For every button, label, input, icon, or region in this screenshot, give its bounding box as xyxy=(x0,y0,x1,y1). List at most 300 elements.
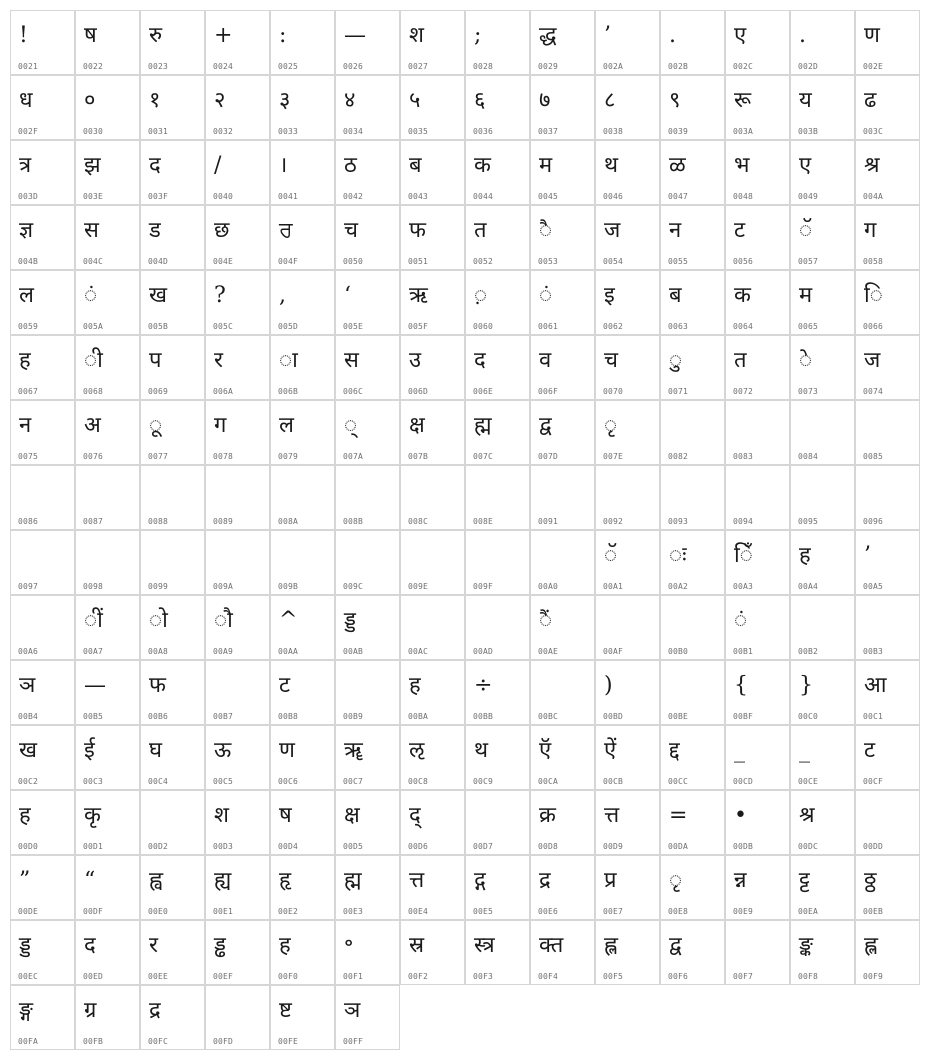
glyph-cell xyxy=(595,400,660,465)
glyph-cell xyxy=(465,10,530,75)
glyph-cell xyxy=(205,465,270,530)
glyph-cell xyxy=(660,855,725,920)
glyph-cell xyxy=(855,660,920,725)
glyph-cell xyxy=(660,75,725,140)
glyph-cell xyxy=(790,10,855,75)
glyph-character: द्द xyxy=(669,738,680,763)
glyph-character: ३ xyxy=(279,88,291,113)
glyph-cell xyxy=(205,270,270,335)
glyph-cell xyxy=(75,140,140,205)
glyph-code-label: 00F9 xyxy=(863,972,884,981)
glyph-cell xyxy=(335,985,400,1050)
glyph-character: य xyxy=(799,88,812,113)
glyph-character: द्ध xyxy=(539,23,557,48)
glyph-character: } xyxy=(799,673,813,698)
glyph-cell xyxy=(400,920,465,985)
glyph-cell xyxy=(335,270,400,335)
glyph-character: त xyxy=(474,218,487,243)
glyph-character: ट xyxy=(864,738,876,763)
glyph-code-label: 007C xyxy=(473,452,494,461)
glyph-character: ह्व xyxy=(149,868,163,893)
glyph-cell xyxy=(855,75,920,140)
glyph-character: ट xyxy=(734,218,746,243)
glyph-character: ै xyxy=(539,218,553,243)
glyph-cell xyxy=(205,400,270,465)
glyph-character: प xyxy=(149,348,162,373)
glyph-code-label: 00C5 xyxy=(213,777,234,786)
glyph-code-label: 00D8 xyxy=(538,842,559,851)
glyph-code-label: 007B xyxy=(408,452,429,461)
glyph-cell xyxy=(270,10,335,75)
glyph-cell xyxy=(270,985,335,1050)
glyph-code-label: 0029 xyxy=(538,62,559,71)
glyph-code-label: 004D xyxy=(148,257,169,266)
glyph-code-label: 009A xyxy=(213,582,234,591)
glyph-cell xyxy=(725,140,790,205)
glyph-code-label: 0095 xyxy=(798,517,819,526)
glyph-cell xyxy=(790,855,855,920)
glyph-code-label: 0052 xyxy=(473,257,494,266)
glyph-cell xyxy=(75,595,140,660)
glyph-cell xyxy=(465,660,530,725)
glyph-character: _ xyxy=(734,738,745,763)
glyph-cell xyxy=(400,465,465,530)
glyph-code-label: 003A xyxy=(733,127,754,136)
glyph-code-label: 007E xyxy=(603,452,624,461)
glyph-character: त्र xyxy=(19,153,32,178)
glyph-cell xyxy=(205,920,270,985)
glyph-cell xyxy=(790,595,855,660)
glyph-cell xyxy=(75,10,140,75)
glyph-cell xyxy=(465,400,530,465)
glyph-cell xyxy=(400,205,465,270)
glyph-character: ॠ xyxy=(344,738,363,763)
glyph-cell xyxy=(335,855,400,920)
glyph-code-label: 0071 xyxy=(668,387,689,396)
glyph-character: ृ xyxy=(669,868,683,893)
glyph-character: ड्ड xyxy=(19,933,31,958)
glyph-character: ह्ल xyxy=(604,933,618,958)
glyph-code-label: 0094 xyxy=(733,517,754,526)
glyph-code-label: 004C xyxy=(83,257,104,266)
glyph-code-label: 0050 xyxy=(343,257,364,266)
glyph-cell xyxy=(530,400,595,465)
glyph-cell xyxy=(725,855,790,920)
glyph-character: झ xyxy=(84,153,101,178)
glyph-code-label: 00A1 xyxy=(603,582,624,591)
glyph-cell xyxy=(855,920,920,985)
glyph-character: म xyxy=(799,283,813,308)
glyph-character: ी xyxy=(84,348,103,373)
glyph-code-label: 00D2 xyxy=(148,842,169,851)
glyph-code-label: 00B7 xyxy=(213,712,234,721)
glyph-code-label: 0062 xyxy=(603,322,624,331)
glyph-cell xyxy=(660,465,725,530)
glyph-character: उ xyxy=(409,348,422,373)
glyph-cell xyxy=(10,725,75,790)
glyph-code-label: 009B xyxy=(278,582,299,591)
glyph-code-label: 0068 xyxy=(83,387,104,396)
glyph-cell xyxy=(855,595,920,660)
glyph-code-label: 0067 xyxy=(18,387,39,396)
glyph-code-label: 0053 xyxy=(538,257,559,266)
glyph-character: क्ष xyxy=(344,803,360,828)
glyph-code-label: 0069 xyxy=(148,387,169,396)
glyph-code-label: 004F xyxy=(278,257,299,266)
glyph-code-label: 0065 xyxy=(798,322,819,331)
glyph-code-label: 00B8 xyxy=(278,712,299,721)
glyph-cell xyxy=(725,335,790,400)
glyph-cell xyxy=(140,920,205,985)
glyph-character: स्त्र xyxy=(474,933,495,958)
glyph-code-label: 003D xyxy=(18,192,39,201)
glyph-code-label: 004E xyxy=(213,257,234,266)
glyph-character: ट xyxy=(279,673,291,698)
glyph-character: न xyxy=(669,218,682,243)
glyph-code-label: 00A2 xyxy=(668,582,689,591)
glyph-code-label: 0093 xyxy=(668,517,689,526)
glyph-code-label: 00A4 xyxy=(798,582,819,591)
glyph-cell xyxy=(660,335,725,400)
glyph-cell xyxy=(140,985,205,1050)
glyph-code-label: 00FC xyxy=(148,1037,169,1046)
glyph-cell xyxy=(140,75,205,140)
glyph-code-label: 007D xyxy=(538,452,559,461)
glyph-cell xyxy=(725,10,790,75)
glyph-cell xyxy=(530,10,595,75)
glyph-code-label: 00D9 xyxy=(603,842,624,851)
glyph-character: ! xyxy=(19,23,28,48)
glyph-code-label: 008E xyxy=(473,517,494,526)
glyph-cell xyxy=(400,335,465,400)
glyph-character: न्न xyxy=(734,868,747,893)
glyph-cell xyxy=(75,270,140,335)
glyph-character: १ xyxy=(149,88,161,113)
glyph-code-label: 009F xyxy=(473,582,494,591)
glyph-character: ह्य xyxy=(214,868,232,893)
glyph-character: ड xyxy=(149,218,161,243)
glyph-code-label: 00F5 xyxy=(603,972,624,981)
glyph-code-label: 0055 xyxy=(668,257,689,266)
glyph-code-label: 00F4 xyxy=(538,972,559,981)
glyph-character: ਰ xyxy=(279,218,293,243)
glyph-cell xyxy=(335,530,400,595)
glyph-code-label: 00E3 xyxy=(343,907,364,916)
glyph-code-label: 00EE xyxy=(148,972,169,981)
glyph-cell xyxy=(465,270,530,335)
glyph-code-label: 00FB xyxy=(83,1037,104,1046)
glyph-character: • xyxy=(734,803,747,828)
glyph-cell xyxy=(335,465,400,530)
glyph-cell xyxy=(10,465,75,530)
glyph-cell xyxy=(530,335,595,400)
glyph-code-label: 00DC xyxy=(798,842,819,851)
glyph-character: अ xyxy=(84,413,101,438)
glyph-code-label: 00A7 xyxy=(83,647,104,656)
glyph-character: ष xyxy=(279,803,292,828)
glyph-cell xyxy=(725,400,790,465)
glyph-character: ब xyxy=(409,153,422,178)
glyph-cell xyxy=(790,75,855,140)
glyph-character: ो xyxy=(149,608,168,633)
glyph-character: ४ xyxy=(344,88,356,113)
glyph-code-label: 00CB xyxy=(603,777,624,786)
glyph-character: फ xyxy=(409,218,426,243)
glyph-cell xyxy=(335,725,400,790)
glyph-code-label: 00C0 xyxy=(798,712,819,721)
glyph-code-label: 0082 xyxy=(668,452,689,461)
glyph-cell xyxy=(530,660,595,725)
glyph-code-label: 0047 xyxy=(668,192,689,201)
glyph-character: प्र xyxy=(604,868,617,893)
glyph-code-label: 0088 xyxy=(148,517,169,526)
glyph-code-label: 006F xyxy=(538,387,559,396)
glyph-character: फ xyxy=(149,673,166,698)
glyph-code-label: 00D4 xyxy=(278,842,299,851)
glyph-code-label: 0032 xyxy=(213,127,234,136)
glyph-cell xyxy=(270,725,335,790)
glyph-character: व xyxy=(539,348,552,373)
glyph-code-label: 003C xyxy=(863,127,884,136)
glyph-code-label: 00E2 xyxy=(278,907,299,916)
glyph-cell xyxy=(660,725,725,790)
glyph-character: ख xyxy=(19,738,37,763)
glyph-code-label: 002B xyxy=(668,62,689,71)
glyph-code-label: 00BB xyxy=(473,712,494,721)
glyph-character: न xyxy=(19,413,32,438)
glyph-code-label: 008B xyxy=(343,517,364,526)
glyph-cell xyxy=(10,855,75,920)
glyph-cell xyxy=(790,725,855,790)
glyph-cell xyxy=(530,465,595,530)
glyph-code-label: 00C8 xyxy=(408,777,429,786)
glyph-cell xyxy=(400,595,465,660)
glyph-code-label: 0046 xyxy=(603,192,624,201)
glyph-code-label: 0091 xyxy=(538,517,559,526)
glyph-code-label: 00EB xyxy=(863,907,884,916)
glyph-cell xyxy=(10,335,75,400)
glyph-cell xyxy=(530,140,595,205)
glyph-cell xyxy=(10,140,75,205)
glyph-cell xyxy=(270,595,335,660)
glyph-cell xyxy=(855,10,920,75)
glyph-character: ञ xyxy=(344,998,361,1023)
glyph-code-label: 00CA xyxy=(538,777,559,786)
glyph-code-label: 0030 xyxy=(83,127,104,136)
glyph-cell xyxy=(790,140,855,205)
glyph-code-label: 00E4 xyxy=(408,907,429,916)
glyph-code-label: 002A xyxy=(603,62,624,71)
glyph-code-label: 00F7 xyxy=(733,972,754,981)
glyph-code-label: 00B9 xyxy=(343,712,364,721)
glyph-code-label: 0044 xyxy=(473,192,494,201)
glyph-cell xyxy=(725,465,790,530)
glyph-code-label: 00D5 xyxy=(343,842,364,851)
glyph-cell xyxy=(205,335,270,400)
glyph-character: ग xyxy=(214,413,227,438)
glyph-character: द xyxy=(149,153,161,178)
glyph-character: ड्ढ xyxy=(214,933,226,958)
glyph-code-label: 002C xyxy=(733,62,754,71)
glyph-cell xyxy=(725,75,790,140)
glyph-code-label: 00DD xyxy=(863,842,884,851)
glyph-code-label: 00B6 xyxy=(148,712,169,721)
glyph-code-label: 0041 xyxy=(278,192,299,201)
glyph-code-label: 00BA xyxy=(408,712,429,721)
glyph-code-label: 007A xyxy=(343,452,364,461)
glyph-code-label: 0077 xyxy=(148,452,169,461)
glyph-cell xyxy=(530,790,595,855)
glyph-cell xyxy=(10,920,75,985)
glyph-character: ं xyxy=(734,608,748,633)
glyph-cell xyxy=(400,530,465,595)
glyph-character: ह xyxy=(279,933,291,958)
glyph-cell xyxy=(855,270,920,335)
glyph-code-label: 002E xyxy=(863,62,884,71)
glyph-character: . xyxy=(799,23,806,48)
glyph-character: ए xyxy=(799,153,812,178)
glyph-cell xyxy=(140,10,205,75)
glyph-cell xyxy=(595,335,660,400)
glyph-character: ^ xyxy=(279,608,298,633)
glyph-code-label: 00FF xyxy=(343,1037,364,1046)
glyph-character: ौ xyxy=(214,608,233,633)
glyph-character: २ xyxy=(214,88,226,113)
glyph-code-label: 00DF xyxy=(83,907,104,916)
glyph-cell xyxy=(205,530,270,595)
glyph-character: च xyxy=(344,218,358,243)
glyph-code-label: 00C9 xyxy=(473,777,494,786)
glyph-code-label: 0066 xyxy=(863,322,884,331)
glyph-code-label: 0074 xyxy=(863,387,884,396)
glyph-code-label: 0031 xyxy=(148,127,169,136)
glyph-code-label: 002D xyxy=(798,62,819,71)
glyph-cell xyxy=(140,790,205,855)
glyph-code-label: 0045 xyxy=(538,192,559,201)
glyph-cell xyxy=(595,270,660,335)
glyph-character: ठ्ठ xyxy=(864,868,877,893)
glyph-code-label: 00DB xyxy=(733,842,754,851)
glyph-character: ह xyxy=(799,543,811,568)
glyph-code-label: 00E9 xyxy=(733,907,754,916)
glyph-character: : xyxy=(279,23,287,48)
glyph-character: द्व xyxy=(669,933,682,958)
glyph-code-label: 0040 xyxy=(213,192,234,201)
glyph-character: ु xyxy=(669,348,683,373)
glyph-character: ि xyxy=(864,283,883,308)
glyph-cell xyxy=(790,465,855,530)
glyph-cell xyxy=(855,400,920,465)
glyph-cell xyxy=(335,400,400,465)
glyph-cell xyxy=(335,205,400,270)
glyph-cell xyxy=(400,400,465,465)
glyph-character: { xyxy=(734,673,748,698)
glyph-code-label: 00E1 xyxy=(213,907,234,916)
glyph-cell xyxy=(855,855,920,920)
glyph-code-label: 00ED xyxy=(83,972,104,981)
glyph-code-label: 00B4 xyxy=(18,712,39,721)
glyph-character: ज xyxy=(864,348,881,373)
glyph-character: हृ xyxy=(279,868,292,893)
glyph-code-label: 0075 xyxy=(18,452,39,461)
glyph-cell xyxy=(465,140,530,205)
glyph-character: ल xyxy=(279,413,294,438)
glyph-character: र xyxy=(214,348,223,373)
glyph-character: स xyxy=(344,348,359,373)
glyph-character: ू xyxy=(149,413,163,438)
glyph-character: . xyxy=(669,23,676,48)
glyph-character: ऋ xyxy=(409,283,428,308)
glyph-code-label: 0097 xyxy=(18,582,39,591)
glyph-character: ऍ xyxy=(539,738,552,763)
glyph-character: ञ xyxy=(19,673,36,698)
glyph-character: त्त xyxy=(409,868,425,893)
glyph-cell xyxy=(595,140,660,205)
glyph-cell xyxy=(530,920,595,985)
glyph-code-label: 0058 xyxy=(863,257,884,266)
glyph-code-label: 00A6 xyxy=(18,647,39,656)
glyph-character: / xyxy=(214,153,222,178)
glyph-cell xyxy=(75,985,140,1050)
glyph-code-label: 00A5 xyxy=(863,582,884,591)
glyph-code-label: 00E7 xyxy=(603,907,624,916)
glyph-character: ० xyxy=(84,88,96,113)
glyph-cell xyxy=(595,205,660,270)
glyph-cell xyxy=(10,400,75,465)
glyph-character: ÷ xyxy=(474,673,493,698)
glyph-cell xyxy=(790,920,855,985)
glyph-code-label: 0086 xyxy=(18,517,39,526)
glyph-code-label: 008C xyxy=(408,517,429,526)
glyph-character: त xyxy=(734,348,747,373)
glyph-code-label: 0057 xyxy=(798,257,819,266)
glyph-code-label: 00AF xyxy=(603,647,624,656)
glyph-cell xyxy=(595,10,660,75)
glyph-cell xyxy=(530,855,595,920)
glyph-cell xyxy=(725,790,790,855)
glyph-character: द xyxy=(84,933,96,958)
glyph-code-label: 00B3 xyxy=(863,647,884,656)
glyph-cell xyxy=(725,920,790,985)
glyph-cell xyxy=(855,205,920,270)
glyph-character: छ xyxy=(214,218,230,243)
glyph-code-label: 00B2 xyxy=(798,647,819,656)
glyph-character: ः xyxy=(669,543,687,568)
glyph-cell xyxy=(400,725,465,790)
glyph-code-label: 003B xyxy=(798,127,819,136)
glyph-code-label: 004B xyxy=(18,257,39,266)
glyph-character: द् xyxy=(409,803,421,828)
glyph-cell xyxy=(660,10,725,75)
glyph-code-label: 00F2 xyxy=(408,972,429,981)
glyph-cell xyxy=(335,10,400,75)
glyph-code-label: 0042 xyxy=(343,192,364,201)
glyph-code-label: 00F3 xyxy=(473,972,494,981)
glyph-character: ९ xyxy=(669,88,681,113)
glyph-code-label: 0021 xyxy=(18,62,39,71)
glyph-cell xyxy=(140,595,205,660)
glyph-code-label: 00C2 xyxy=(18,777,39,786)
glyph-cell xyxy=(75,75,140,140)
glyph-code-label: 0087 xyxy=(83,517,104,526)
glyph-cell xyxy=(465,790,530,855)
glyph-cell xyxy=(725,725,790,790)
glyph-code-label: 006C xyxy=(343,387,364,396)
glyph-code-label: 003F xyxy=(148,192,169,201)
glyph-character: ग xyxy=(864,218,877,243)
glyph-character: क xyxy=(474,153,491,178)
glyph-code-label: 0092 xyxy=(603,517,624,526)
